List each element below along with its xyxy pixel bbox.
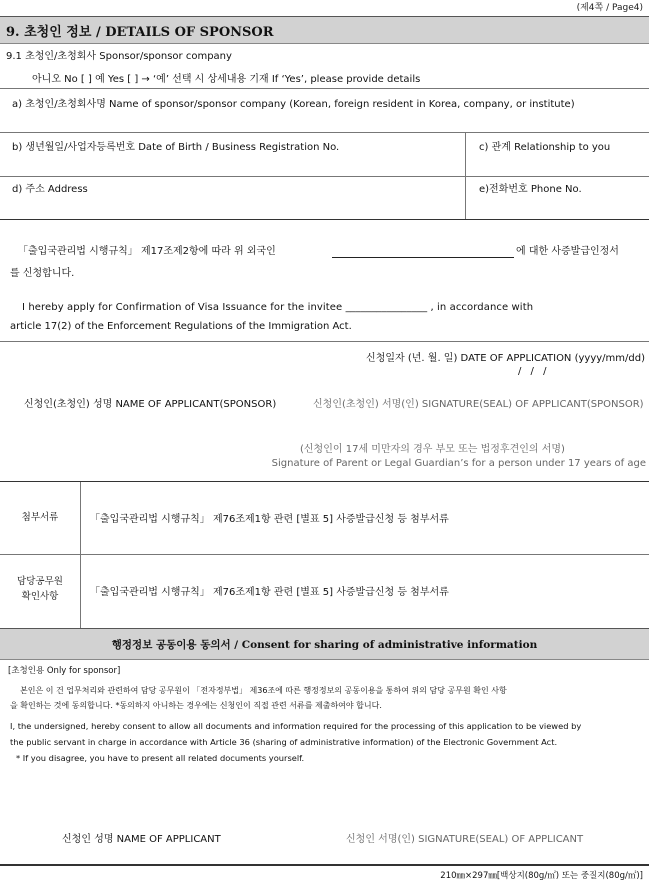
consent-applicant-name-label: 신청인 성명 NAME OF APPLICANT (62, 834, 221, 845)
application-statement-en-line2: article 17(2) of the Enforcement Regulations of the Immigration Act. (10, 321, 352, 332)
application-statement-en-line1: I hereby apply for Confirmation of Visa Issuance for the invitee ________________ , in accordance with (22, 302, 534, 313)
field-phone-input[interactable] (466, 195, 649, 217)
divider (0, 219, 649, 220)
application-date-input[interactable]: / / / (518, 366, 547, 377)
field-birth-registration-label: b) 생년월일/사업자등록번호 Date of Birth / Business Registration No. (12, 142, 340, 153)
invitee-name-blank[interactable] (332, 243, 514, 258)
consent-sponsor-only: [초청인용 Only for sponsor] (8, 666, 121, 676)
field-birth-registration-input[interactable] (0, 152, 465, 174)
sponsor-yes-no-options[interactable]: 아니오 No [ ] 예 Yes [ ] → ‘예’ 선택 시 상세내용 기재 If ‘Yes’, please provide details (32, 74, 421, 85)
official-verification-label (0, 574, 80, 604)
divider (0, 176, 649, 177)
sponsor-question-label: 9.1 초청인/초청회사 Sponsor/sponsor company (6, 51, 232, 62)
divider (0, 554, 649, 555)
application-statement-kr-part2: 에 대한 사증발급인정서 (516, 246, 619, 257)
section-title: 9. 초청인 정보 / DETAILS OF SPONSOR (6, 25, 274, 40)
applicant-signature-label: 신청인(초청인) 서명(인) SIGNATURE(SEAL) OF APPLICANT(SPONSOR) (313, 399, 644, 410)
field-address-label: d) 주소 Address (12, 184, 88, 195)
field-relationship-input[interactable] (466, 152, 649, 174)
guardian-signature-kr: (신청인이 17세 미만자의 경우 부모 또는 법정후견인의 서명) (300, 444, 565, 455)
application-statement-kr-line2: 를 신청합니다. (10, 268, 75, 279)
field-sponsor-name-input[interactable] (0, 110, 649, 130)
consent-en-line1: I, the undersigned, hereby consent to allow all documents and information required for the processing of this application to be viewed by (10, 721, 582, 731)
field-sponsor-name-label: a) 초청인/초청회사명 Name of sponsor/sponsor company (Korean, foreign resident in Korea, company, or institute) (12, 99, 575, 110)
divider (0, 481, 649, 482)
page-number: (제4쪽 / Page4) (576, 3, 643, 13)
attachments-label: 첨부서류 (21, 512, 59, 523)
applicant-name-label: 신청인(초청인) 성명 NAME OF APPLICANT(SPONSOR) (24, 399, 277, 410)
application-date-label: 신청일자 (년. 월. 일) DATE OF APPLICATION (yyyy/mm/dd) (366, 353, 645, 364)
paper-size-footer: 210㎜×297㎜[백상지(80g/㎡) 또는 중질지(80g/㎡)] (440, 871, 643, 881)
application-statement-kr-part1: 「출입국관리법 시행규칙」 제17조제2항에 따라 위 외국인 (18, 246, 276, 257)
official-verification-label-line1: 담당공무원 (17, 576, 63, 587)
official-verification-label-line2: 확인사항 (21, 591, 59, 602)
official-verification-text: 「출입국관리법 시행규칙」 제76조제1항 관련 [별표 5] 사증발급신청 등 첨부서류 (90, 587, 449, 598)
consent-kr-line1: 본인은 이 건 업무처리와 관련하여 담당 공무원이 「전자정부법」 제36조에 따른 행정정보의 공동이용을 통하여 위의 담당 공무원 확인 사항 (20, 686, 507, 695)
consent-header (0, 628, 649, 660)
divider (0, 341, 649, 342)
consent-title: 행정정보 공동이용 동의서 / Consent for sharing of administrative information (111, 639, 538, 651)
consent-kr-line2: 을 확인하는 것에 동의합니다. *동의하지 아니하는 경우에는 신청인이 직접 관련 서류를 제출하여야 합니다. (10, 701, 382, 710)
guardian-signature-en: Signature of Parent or Legal Guardian’s for a person under 17 years of age (271, 458, 646, 469)
column-divider (80, 482, 81, 628)
section-header (0, 16, 649, 44)
divider (0, 132, 649, 133)
consent-en-line2: the public servant in charge in accordance with Article 36 (sharing of administrative information) of the Electronic Government Act. (10, 737, 558, 747)
field-phone-label: e)전화번호 Phone No. (479, 184, 582, 195)
consent-applicant-signature-label: 신청인 서명(인) SIGNATURE(SEAL) OF APPLICANT (346, 834, 584, 845)
field-relationship-label: c) 관계 Relationship to you (479, 142, 611, 153)
divider (0, 88, 649, 89)
footer-divider (0, 864, 649, 866)
attachments-text: 「출입국관리법 시행규칙」 제76조제1항 관련 [별표 5] 사증발급신청 등 첨부서류 (90, 514, 449, 525)
consent-en-line3: * If you disagree, you have to present all related documents yourself. (16, 753, 305, 763)
field-address-input[interactable] (0, 195, 465, 217)
